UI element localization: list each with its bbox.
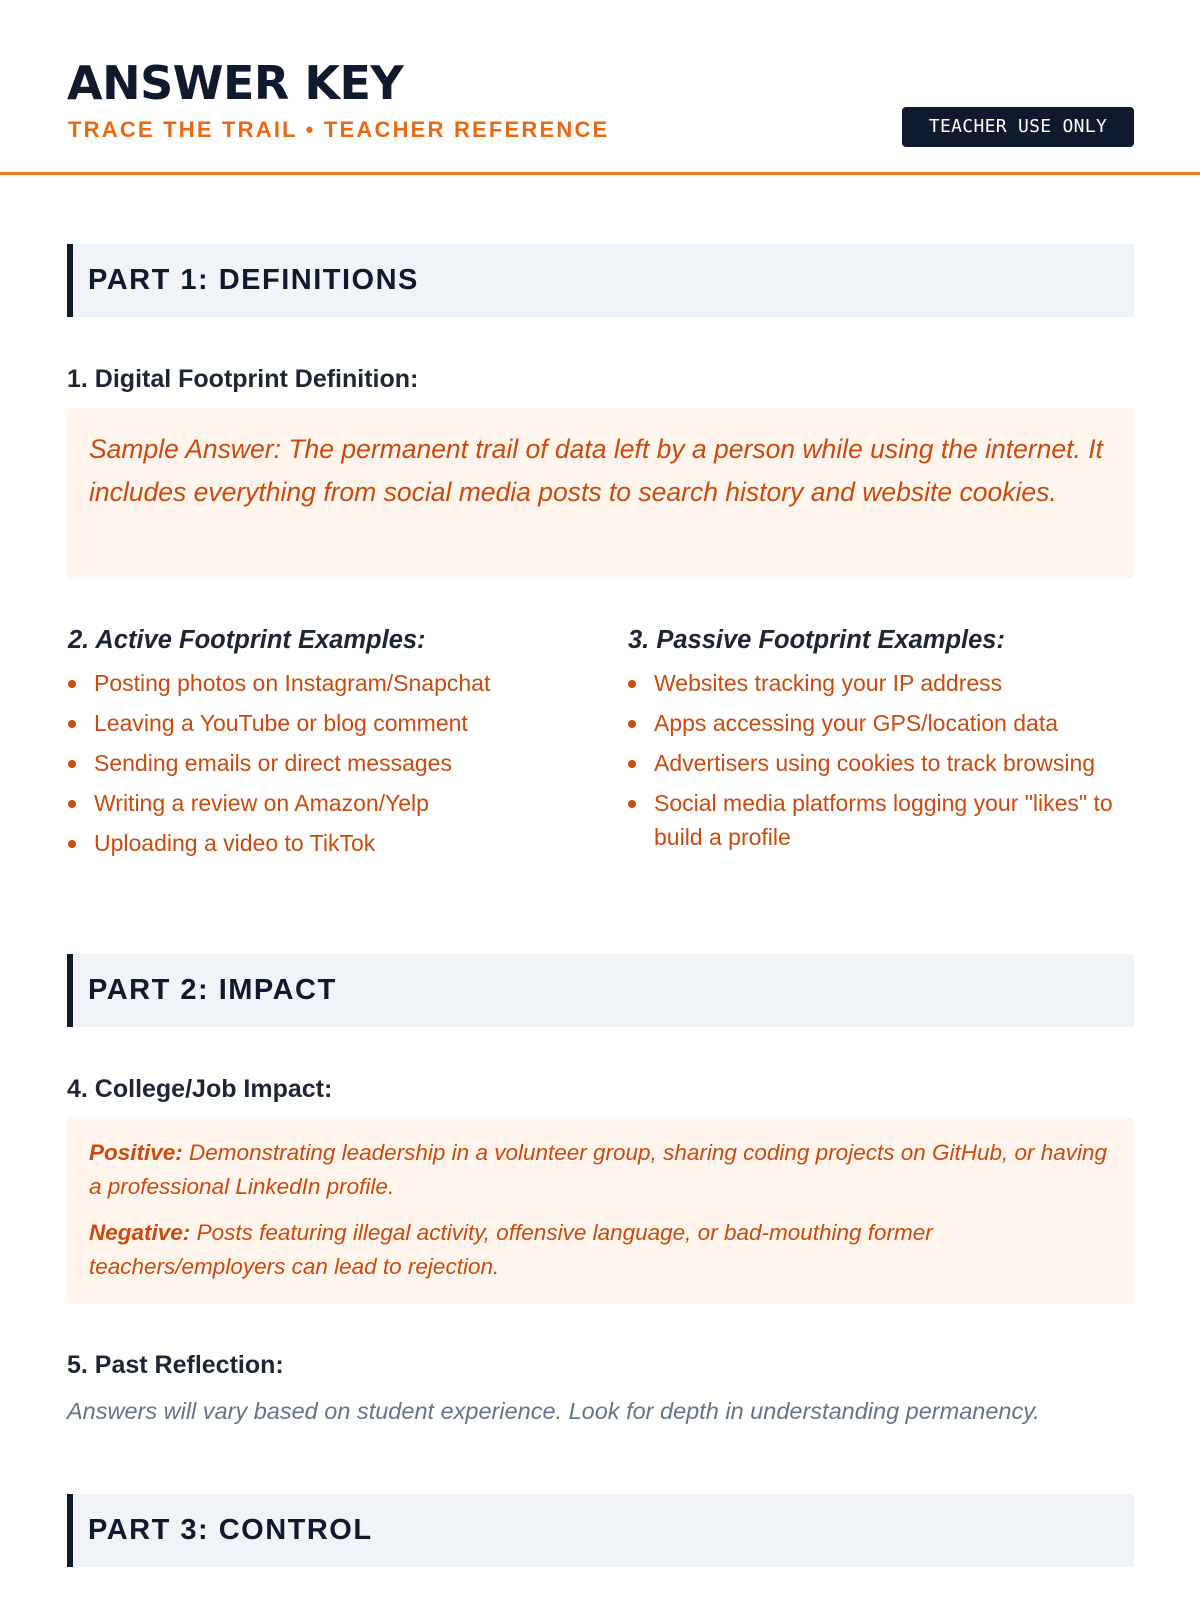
answer-box-impact bbox=[67, 1118, 1134, 1304]
negative-text: Posts featuring illegal activity, offensive language, or bad-mouthing former teachers/employers can lead to rejection. bbox=[89, 1220, 933, 1279]
page-subtitle: TRACE THE TRAIL • TEACHER REFERENCE bbox=[68, 117, 610, 142]
list-item: Writing a review on Amazon/Yelp bbox=[67, 787, 587, 821]
list-item: Advertisers using cookies to track browsing bbox=[627, 747, 1137, 781]
list-item: Posting photos on Instagram/Snapchat bbox=[67, 667, 587, 701]
question-4-label: 4. College/Job Impact: bbox=[67, 1075, 333, 1103]
list-item: Social media platforms logging your "likes" to build a profile bbox=[627, 787, 1137, 854]
section-heading-part-3 bbox=[67, 1494, 1134, 1567]
question-3-label: 3. Passive Footprint Examples: bbox=[628, 626, 1005, 654]
list-item: Websites tracking your IP address bbox=[627, 667, 1137, 701]
list-item: Uploading a video to TikTok bbox=[67, 827, 587, 861]
list-item: Apps accessing your GPS/location data bbox=[627, 707, 1137, 741]
question-2-label: 2. Active Footprint Examples: bbox=[68, 626, 426, 654]
teacher-use-badge: TEACHER USE ONLY bbox=[902, 107, 1134, 147]
section-heading-part-2 bbox=[67, 954, 1134, 1027]
definition-answer-text: Sample Answer: The permanent trail of data left by a person while using the internet. It includes everything from social media posts to search history and website cookies. bbox=[89, 434, 1103, 507]
passive-footprint-list bbox=[627, 667, 1137, 861]
section-heading-part-1 bbox=[67, 244, 1134, 317]
answer-box-definition bbox=[67, 408, 1134, 578]
negative-label: Negative: bbox=[89, 1220, 191, 1245]
section-heading-text: PART 2: IMPACT bbox=[88, 974, 337, 1006]
question-1-label: 1. Digital Footprint Definition: bbox=[67, 365, 419, 393]
negative-impact bbox=[89, 1216, 1112, 1283]
active-footprint-list bbox=[67, 667, 587, 867]
positive-label: Positive: bbox=[89, 1140, 183, 1165]
teacher-note: Answers will vary based on student experience. Look for depth in understanding permanency. bbox=[67, 1398, 1040, 1424]
page-title: ANSWER KEY bbox=[67, 56, 404, 110]
list-item: Sending emails or direct messages bbox=[67, 747, 587, 781]
page-header bbox=[0, 0, 1200, 175]
question-5-label: 5. Past Reflection: bbox=[67, 1351, 284, 1379]
positive-text: Demonstrating leadership in a volunteer group, sharing coding projects on GitHub, or having a professional LinkedIn profile. bbox=[89, 1140, 1108, 1199]
section-heading-text: PART 3: CONTROL bbox=[88, 1514, 373, 1546]
section-heading-text: PART 1: DEFINITIONS bbox=[88, 264, 419, 296]
positive-impact bbox=[89, 1136, 1112, 1203]
list-item: Leaving a YouTube or blog comment bbox=[67, 707, 587, 741]
